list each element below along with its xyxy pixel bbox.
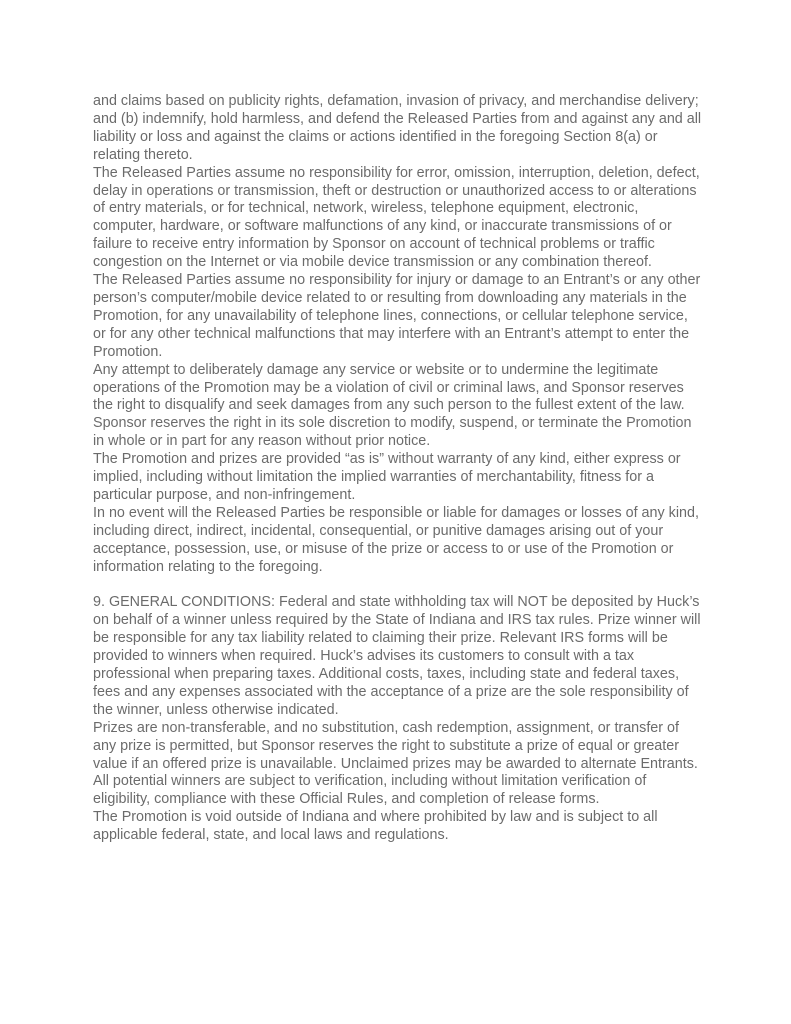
paragraph-verification: All potential winners are subject to verification, including without limitation verification of eligibility, compliance with these Official Rules, and completion of release forms.: [93, 773, 647, 808]
paragraph-indemnify: and claims based on publicity rights, defamation, invasion of privacy, and merchandise delivery; and (b) indemnify, hold harmless, and defend the Released Parties from and against any and all liability or loss and against the claims or actions identified in the foregoing Section 8(a) or relating thereto.: [93, 93, 702, 163]
document-page: [93, 93, 703, 845]
paragraph-deliberate-damage: Any attempt to deliberately damage any service or website or to undermine the legitimate operations of the Promotion may be a violation of civil or criminal laws, and Sponsor reserves the right to disqualify and seek damages from any such person to the fullest extent of the law. Sponsor reserves the right in its sole discretion to modify, suspend, or terminate the Promotion in whole or in part for any reason without prior notice.: [93, 361, 692, 450]
paragraph-as-is-warranty: The Promotion and prizes are provided “as is” without warranty of any kind, either express or implied, including without limitation the implied warranties of merchantability, fitness for a particular purpose, and non-infringement.: [93, 451, 681, 503]
section-spacer: [93, 576, 703, 594]
paragraph-no-responsibility-errors: The Released Parties assume no responsibility for error, omission, interruption, deletion, defect, delay in operations or transmission, theft or destruction or unauthorized access to or alterations of entry materials, or for technical, network, wireless, telephone equipment, electronic, computer, hardware, or software malfunctions of any kind, or inaccurate transmissions of or failure to receive entry information by Sponsor on account of technical problems or traffic congestion on the Internet or via mobile device transmission or any combination thereof.: [93, 164, 700, 271]
paragraph-no-responsibility-devices: The Released Parties assume no responsibility for injury or damage to an Entrant’s or any other person’s computer/mobile device related to or resulting from downloading any materials in the Promotion, for any unavailability of telephone lines, connections, or cellular telephone service, or for any other technical malfunctions that may interfere with an Entrant’s attempt to enter the Promotion.: [93, 272, 701, 360]
paragraph-non-transferable: Prizes are non-transferable, and no substitution, cash redemption, assignment, or transfer of any prize is permitted, but Sponsor reserves the right to substitute a prize of equal or greater value if an offered prize is unavailable. Unclaimed prizes may be awarded to alternate Entrants.: [93, 719, 698, 772]
paragraph-general-conditions: 9. GENERAL CONDITIONS: Federal and state withholding tax will NOT be deposited by Huck’s on behalf of a winner unless required by the State of Indiana and IRS tax rules. Prize winner will be responsible for any tax liability related to claiming their prize. Relevant IRS forms will be provided to winners when required. Huck’s advises its customers to consult with a tax professional when preparing taxes. Additional costs, taxes, including state and federal taxes, fees and any expenses associated with the acceptance of a prize are the sole responsibility of the winner, unless otherwise indicated.: [93, 594, 701, 718]
paragraph-no-liability: In no event will the Released Parties be responsible or liable for damages or losses of any kind, including direct, indirect, incidental, consequential, or punitive damages arising out of your acceptance, possession, use, or misuse of the prize or access to or use of the Promotion or information relating to the foregoing.: [93, 504, 699, 575]
paragraph-void-where-prohibited: The Promotion is void outside of Indiana and where prohibited by law and is subject to all applicable federal, state, and local laws and regulations.: [93, 809, 658, 844]
